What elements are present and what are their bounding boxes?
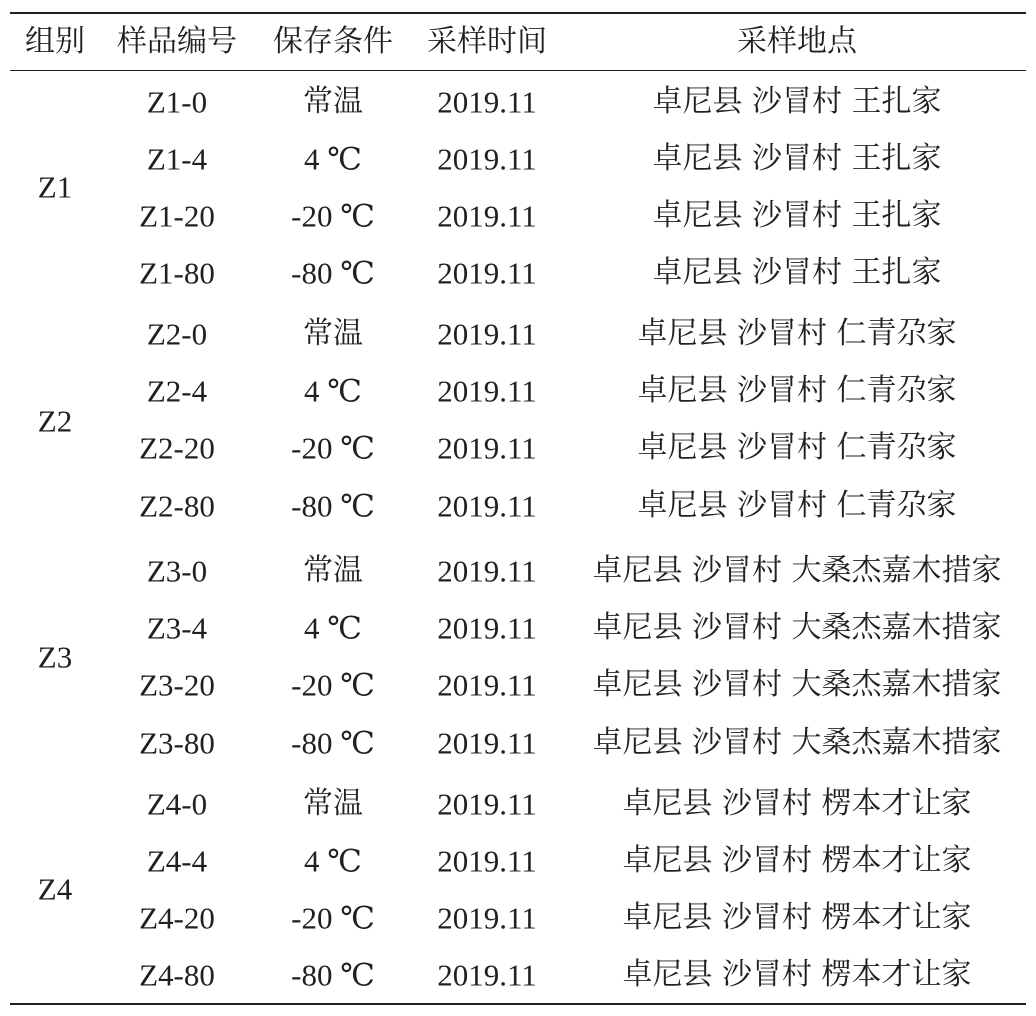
sample-id-cell: Z4-4 <box>146 843 208 879</box>
storage-cell: 4 ℃ <box>304 610 362 646</box>
time-cell: 2019.11 <box>437 957 537 993</box>
table-bottom-rule <box>10 1003 1026 1005</box>
sample-id-cell: Z2-20 <box>139 430 215 466</box>
table-top-rule <box>10 12 1026 14</box>
time-cell: 2019.11 <box>437 373 537 409</box>
location-cell: 卓尼县 沙冒村 大桑杰嘉木措家 <box>592 667 1002 702</box>
location-cell: 卓尼县 沙冒村 大桑杰嘉木措家 <box>592 725 1002 760</box>
location-cell: 卓尼县 沙冒村 大桑杰嘉木措家 <box>592 553 1002 588</box>
time-cell: 2019.11 <box>437 667 537 703</box>
sample-id-cell: Z3-80 <box>139 725 215 761</box>
time-cell: 2019.11 <box>437 786 537 822</box>
storage-cell: 常温 <box>303 553 363 588</box>
header-sample-id: 样品编号 <box>117 24 237 59</box>
header-storage: 保存条件 <box>273 24 393 59</box>
sample-id-cell: Z1-80 <box>139 255 215 291</box>
sample-id-cell: Z1-0 <box>146 84 208 120</box>
time-cell: 2019.11 <box>437 141 537 177</box>
time-cell: 2019.11 <box>437 488 537 524</box>
storage-cell: -80 ℃ <box>291 957 375 993</box>
sample-id-cell: Z2-80 <box>139 488 215 524</box>
group-label: Z2 <box>37 403 73 439</box>
sample-id-cell: Z2-4 <box>146 373 208 409</box>
storage-cell: -20 ℃ <box>291 667 375 703</box>
storage-cell: -20 ℃ <box>291 900 375 936</box>
storage-cell: -80 ℃ <box>291 488 375 524</box>
sample-id-cell: Z4-20 <box>139 900 215 936</box>
group-label: Z1 <box>37 169 73 205</box>
time-cell: 2019.11 <box>437 725 537 761</box>
header-group: 组别 <box>25 24 85 59</box>
sample-id-cell: Z1-4 <box>146 141 208 177</box>
location-cell: 卓尼县 沙冒村 王扎家 <box>652 84 942 119</box>
sample-id-cell: Z4-80 <box>139 957 215 993</box>
time-cell: 2019.11 <box>437 610 537 646</box>
time-cell: 2019.11 <box>437 430 537 466</box>
time-cell: 2019.11 <box>437 843 537 879</box>
location-cell: 卓尼县 沙冒村 仁青尕家 <box>637 488 957 523</box>
storage-cell: -80 ℃ <box>291 255 375 291</box>
time-cell: 2019.11 <box>437 900 537 936</box>
storage-cell: 常温 <box>303 84 363 119</box>
location-cell: 卓尼县 沙冒村 楞本才让家 <box>622 843 972 878</box>
group-label: Z4 <box>37 871 73 907</box>
storage-cell: -20 ℃ <box>291 198 375 234</box>
storage-cell: -20 ℃ <box>291 430 375 466</box>
location-cell: 卓尼县 沙冒村 大桑杰嘉木措家 <box>592 610 1002 645</box>
sample-id-cell: Z4-0 <box>146 786 208 822</box>
sample-id-cell: Z3-4 <box>146 610 208 646</box>
storage-cell: 常温 <box>303 316 363 351</box>
sample-id-cell: Z1-20 <box>139 198 215 234</box>
location-cell: 卓尼县 沙冒村 楞本才让家 <box>622 786 972 821</box>
sample-id-cell: Z3-0 <box>146 553 208 589</box>
storage-cell: 4 ℃ <box>304 373 362 409</box>
location-cell: 卓尼县 沙冒村 楞本才让家 <box>622 957 972 992</box>
time-cell: 2019.11 <box>437 553 537 589</box>
table-header-rule <box>10 70 1026 71</box>
header-time: 采样时间 <box>427 24 547 59</box>
location-cell: 卓尼县 沙冒村 王扎家 <box>652 141 942 176</box>
sample-id-cell: Z2-0 <box>146 316 208 352</box>
location-cell: 卓尼县 沙冒村 仁青尕家 <box>637 316 957 351</box>
time-cell: 2019.11 <box>437 198 537 234</box>
storage-cell: 4 ℃ <box>304 141 362 177</box>
time-cell: 2019.11 <box>437 316 537 352</box>
location-cell: 卓尼县 沙冒村 王扎家 <box>652 255 942 290</box>
sample-id-cell: Z3-20 <box>139 667 215 703</box>
group-label: Z3 <box>37 639 73 675</box>
time-cell: 2019.11 <box>437 255 537 291</box>
time-cell: 2019.11 <box>437 84 537 120</box>
location-cell: 卓尼县 沙冒村 王扎家 <box>652 198 942 233</box>
storage-cell: -80 ℃ <box>291 725 375 761</box>
storage-cell: 常温 <box>303 786 363 821</box>
location-cell: 卓尼县 沙冒村 仁青尕家 <box>637 430 957 465</box>
header-location: 采样地点 <box>737 24 857 59</box>
location-cell: 卓尼县 沙冒村 仁青尕家 <box>637 373 957 408</box>
storage-cell: 4 ℃ <box>304 843 362 879</box>
location-cell: 卓尼县 沙冒村 楞本才让家 <box>622 900 972 935</box>
